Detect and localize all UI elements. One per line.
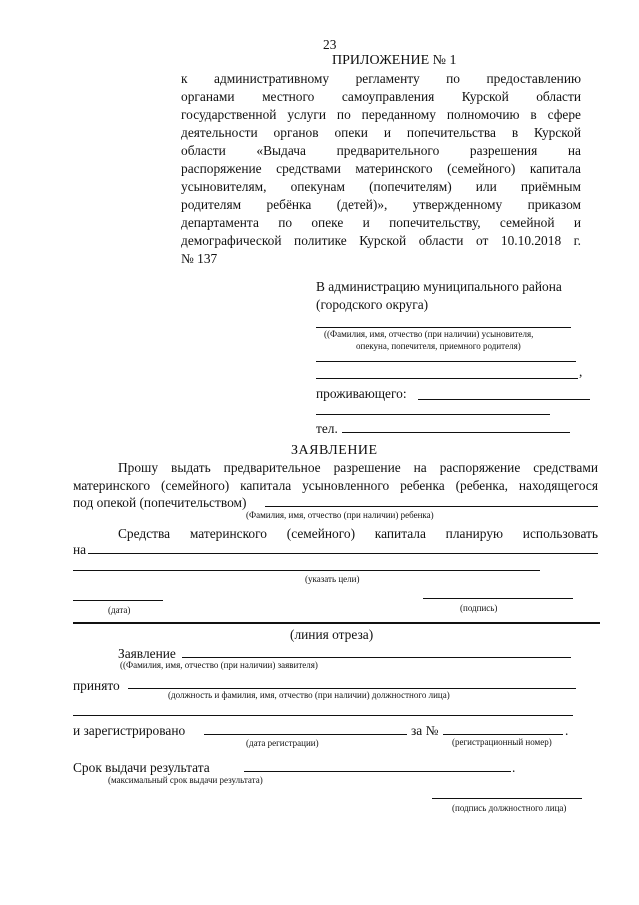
receipt-registered-label: и зарегистрировано [73, 723, 186, 738]
appendix-line: деятельности органов опеки и попечительства в Курской [181, 125, 581, 140]
applicant-extra-field-1[interactable] [316, 361, 576, 362]
signature-field[interactable] [423, 598, 573, 599]
page-number: 23 [323, 37, 337, 52]
period-1: . [565, 723, 569, 738]
appendix-line: государственной услуги по переданному полномочию в сфере [181, 107, 581, 122]
residing-label: проживающего: [316, 386, 407, 401]
addressee-line2: (городского округа) [316, 297, 429, 312]
appendix-title: ПРИЛОЖЕНИЕ № 1 [332, 53, 457, 68]
appendix-line: области «Выдача предварительного разрешения на [181, 143, 581, 158]
address-field-2[interactable] [316, 414, 550, 415]
applicant-name-field[interactable] [316, 327, 571, 328]
deadline-hint: (максимальный срок выдачи результата) [108, 775, 263, 785]
receipt-official-hint: (должность и фамилия, имя, отчество (при наличии) должностного лица) [168, 690, 450, 700]
phone-label: тел. [316, 421, 338, 436]
official-signature-field[interactable] [432, 798, 582, 799]
deadline-field[interactable] [244, 771, 511, 772]
child-name-field[interactable] [265, 506, 598, 507]
appendix-line: демографической политике Курской области от 10.10.2018 г. [181, 233, 581, 248]
receipt-applicant-hint: ((Фамилия, имя, отчество (при наличии) заявителя) [120, 660, 318, 670]
goal-field-2[interactable] [73, 570, 540, 571]
phone-field[interactable] [342, 432, 570, 433]
applicant-hint1: ((Фамилия, имя, отчество (при наличии) усыновителя, [324, 329, 534, 339]
statement-p1-line2: материнского (семейного) капитала усыновленного ребенка (ребенка, находящегося [73, 478, 598, 493]
goal-hint: (указать цели) [305, 574, 360, 584]
cut-line [73, 622, 600, 624]
official-signature-hint: (подпись должностного лица) [452, 803, 567, 813]
statement-p1-line1: Прошу выдать предварительное разрешение на распоряжение средствами [118, 460, 598, 475]
child-hint: (Фамилия, имя, отчество (при наличии) ребенка) [246, 510, 434, 520]
goal-field-1[interactable] [88, 553, 598, 554]
reg-number-hint: (регистрационный номер) [452, 737, 552, 747]
reg-date-hint: (дата регистрации) [246, 738, 319, 748]
appendix-line: родителям ребёнка (детей)», утвержденному приказом [181, 197, 581, 212]
comma: , [579, 364, 583, 379]
appendix-line: органами местного самоуправления Курской области [181, 89, 581, 104]
registration-number-field[interactable] [443, 734, 563, 735]
period-2: . [512, 760, 516, 775]
appendix-line: департамента по опеке и попечительству, семейной и [181, 215, 581, 230]
receipt-applicant-field[interactable] [182, 657, 571, 658]
appendix-line: распоряжение средствами материнского (семейного) капитала [181, 161, 581, 176]
receipt-official-field[interactable] [128, 688, 576, 689]
receipt-accepted-label: принято [73, 678, 120, 693]
receipt-number-label: за № [411, 723, 439, 738]
applicant-hint2: опекуна, попечителя, приемного родителя) [356, 341, 521, 351]
statement-p2-line1: Средства материнского (семейного) капитала планирую использовать [118, 526, 598, 541]
date-hint: (дата) [108, 605, 131, 615]
signature-hint: (подпись) [460, 603, 498, 613]
address-field-1[interactable] [418, 399, 590, 400]
receipt-statement-label: Заявление [118, 646, 176, 661]
receipt-official-field-2[interactable] [73, 715, 573, 716]
cut-line-label: (линия отреза) [290, 627, 374, 642]
statement-title: ЗАЯВЛЕНИЕ [291, 443, 378, 458]
registration-date-field[interactable] [204, 734, 407, 735]
applicant-extra-field-2[interactable] [316, 378, 578, 379]
appendix-line: № 137 [181, 251, 218, 266]
deadline-label: Срок выдачи результата [73, 760, 210, 775]
appendix-line: к административному регламенту по предоставлению [181, 71, 581, 86]
statement-p1-line3: под опекой (попечительством) [73, 495, 247, 510]
statement-p2-on: на [73, 542, 87, 557]
addressee-line1: В администрацию муниципального района [316, 279, 562, 294]
appendix-line: усыновителям, опекунам (попечителям) или приёмным [181, 179, 581, 194]
date-field[interactable] [73, 600, 163, 601]
